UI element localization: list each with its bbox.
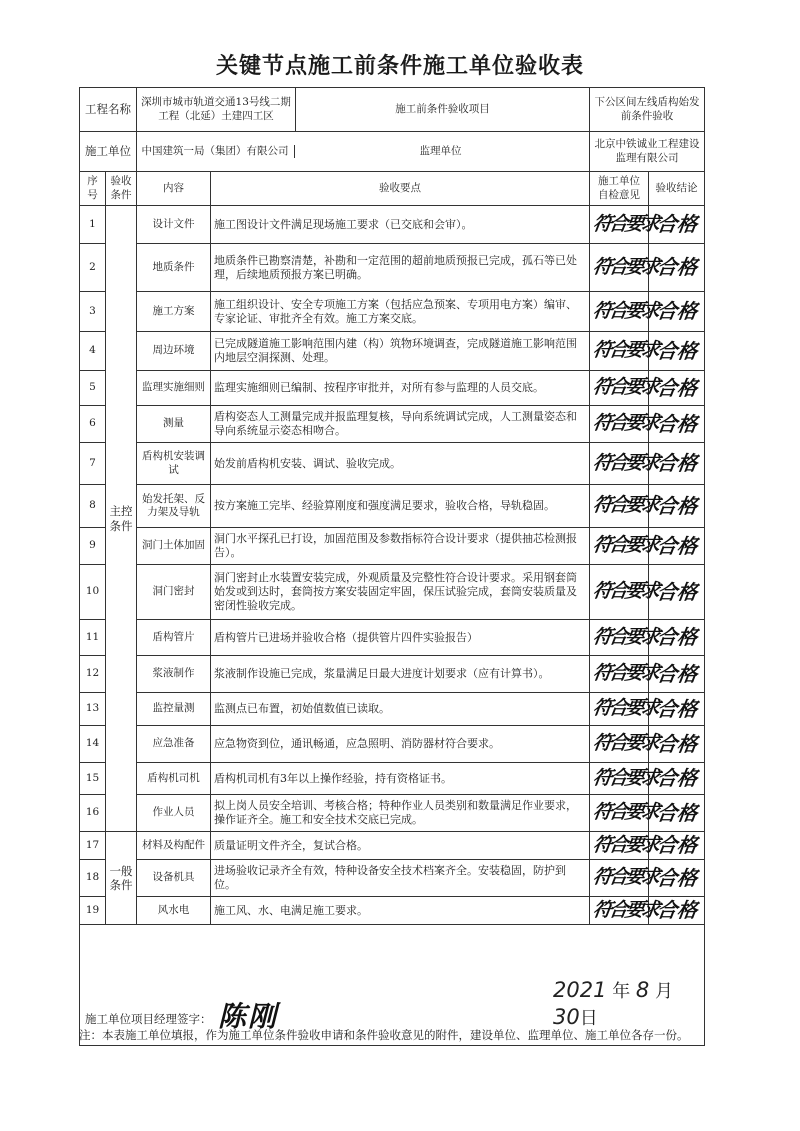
- manager-sign-label: 施工单位项目经理签字：: [85, 1011, 212, 1026]
- row-number: 8: [80, 485, 106, 528]
- row-number: 6: [80, 406, 106, 443]
- row-content: 地质条件: [137, 244, 211, 292]
- self-check-cell: [590, 371, 659, 406]
- conclusion-signature: 合格: [654, 731, 699, 756]
- self-check-cell: [590, 620, 659, 656]
- row-requirement: 按方案施工完毕、经验算刚度和强度满足要求，验收合格，导轨稳固。: [211, 485, 590, 528]
- row-number: 5: [80, 371, 106, 406]
- conclusion-cell: [649, 565, 705, 620]
- row-requirement: 地质条件已勘察清楚，补勘和一定范围的超前地质预报已完成，孤石等已处理，后续地质预报方案已明确。: [211, 244, 590, 292]
- row-requirement: 应急物资到位，通讯畅通，应急照明、消防器材符合要求。: [211, 726, 590, 763]
- table-row: [80, 332, 705, 371]
- document-title: 关键节点施工前条件施工单位验收表: [215, 54, 584, 79]
- row-number: 14: [80, 726, 106, 763]
- table-row: [80, 371, 705, 406]
- date-day: 30: [553, 1004, 580, 1029]
- conclusion-cell: [649, 292, 705, 332]
- row-number: 7: [80, 443, 106, 485]
- table-row: [80, 795, 705, 832]
- self-check-signature: 符合要求: [591, 494, 659, 517]
- self-check-signature: 符合要求: [591, 451, 659, 474]
- row-requirement: 进场验收记录齐全有效，特种设备安全技术档案齐全。安装稳固，防护到位。: [211, 860, 590, 897]
- row-number: 19: [80, 897, 106, 925]
- row-number: 12: [80, 656, 106, 693]
- row-requirement: 始发前盾构机安装、调试、验收完成。: [211, 443, 590, 485]
- table-row: [80, 528, 705, 565]
- date-month: 8: [635, 978, 650, 1002]
- project-name-text: 深圳市城市轨道交通13号线二期工程（北延）土建四工区: [137, 88, 296, 131]
- conclusion-cell: [649, 332, 705, 371]
- conclusion-signature: 合格: [654, 411, 699, 436]
- year-char: 年: [612, 981, 631, 1002]
- supervision-label: 监理单位: [419, 144, 462, 157]
- conclusion-signature: 合格: [654, 579, 699, 604]
- conclusion-signature: 合格: [654, 255, 699, 279]
- self-check-cell: [590, 795, 659, 832]
- conclusion-signature: 合格: [654, 451, 699, 475]
- self-check-cell: [590, 897, 659, 925]
- conclusion-cell: [649, 485, 705, 528]
- table-row: [80, 565, 705, 620]
- self-check-cell: [590, 693, 659, 726]
- col-self-check: 施工单位自检意见: [590, 172, 649, 206]
- row-content: 作业人员: [137, 795, 211, 832]
- self-check-signature: 符合要求: [591, 662, 659, 685]
- self-check-signature: 符合要求: [591, 534, 659, 557]
- self-check-signature: 符合要求: [591, 801, 659, 824]
- conclusion-signature: 合格: [654, 766, 699, 790]
- footnote: 注：本表施工单位填报，作为施工单位条件验收申请和条件验收意见的附件，建设单位、监理单位、施工单位各存一份。: [79, 1028, 689, 1042]
- self-check-signature: 符合要求: [591, 625, 659, 648]
- row-content: 监理实施细则: [137, 371, 211, 406]
- conclusion-cell: [649, 206, 705, 244]
- self-check-cell: [590, 443, 659, 485]
- table-row: [80, 726, 705, 763]
- self-check-cell: [590, 832, 659, 860]
- row-number: 3: [80, 292, 106, 332]
- conclusion-signature: 合格: [654, 493, 699, 518]
- self-check-signature: 符合要求: [591, 376, 659, 399]
- table-row: [80, 620, 705, 656]
- row-content: 洞门土体加固: [137, 528, 211, 565]
- item-value: 下公区间左线盾构始发前条件验收: [590, 88, 705, 132]
- month-char: 月: [655, 981, 674, 1002]
- row-content: 周边环境: [137, 332, 211, 371]
- self-check-signature: 符合要求: [591, 212, 659, 235]
- row-requirement: 洞门水平探孔已打设，加固范围及参数指标符合设计要求（提供抽芯检测报告）。: [211, 528, 590, 565]
- row-requirement: 施工组织设计、安全专项施工方案（包括应急预案、专项用电方案）编审、专家论证、审批齐全有效。施工方案交底。: [211, 292, 590, 332]
- row-number: 16: [80, 795, 106, 832]
- row-number: 4: [80, 332, 106, 371]
- self-check-signature: 符合要求: [591, 412, 659, 435]
- day-char: 日: [579, 1007, 598, 1029]
- conclusion-cell: [649, 620, 705, 656]
- column-header-row: [80, 172, 705, 206]
- conclusion-signature: 合格: [654, 865, 699, 890]
- manager-signature: 陈刚: [218, 1000, 279, 1033]
- project-label: 工程名称: [80, 88, 137, 132]
- unit-name: 中国建筑一局（集团）有限公司: [140, 145, 295, 158]
- category-main: 主控条件: [106, 206, 137, 832]
- date-year: 2021: [553, 978, 607, 1002]
- table-row: [80, 832, 705, 860]
- self-check-signature: 符合要求: [591, 866, 659, 889]
- table-row: [80, 485, 705, 528]
- row-number: 2: [80, 244, 106, 292]
- row-content: 材料及构配件: [137, 832, 211, 860]
- row-content: 监控量测: [137, 693, 211, 726]
- row-content: 应急准备: [137, 726, 211, 763]
- conclusion-cell: [649, 443, 705, 485]
- row-requirement: 施工图设计文件满足现场施工要求（已交底和会审）。: [211, 206, 590, 244]
- row-requirement: 施工风、水、电满足施工要求。: [211, 897, 590, 925]
- table-row: [80, 443, 705, 485]
- col-content: 内容: [137, 172, 211, 206]
- self-check-cell: [590, 244, 659, 292]
- row-number: 15: [80, 763, 106, 795]
- row-requirement: 质量证明文件齐全，复试合格。: [211, 832, 590, 860]
- table-row: [80, 656, 705, 693]
- supervision-name: 北京中铁诚业工程建设监理有限公司: [590, 132, 705, 172]
- row-requirement: 监理实施细则已编制、按程序审批并，对所有参与监理的人员交底。: [211, 371, 590, 406]
- row-content: 浆液制作: [137, 656, 211, 693]
- row-content: 盾构管片: [137, 620, 211, 656]
- row-content: 盾构机安装调试: [137, 443, 211, 485]
- self-check-cell: [590, 726, 659, 763]
- row-content: 测量: [137, 406, 211, 443]
- row-requirement: 盾构姿态人工测量完成并报监理复核，导向系统调试完成，人工测量姿态和导向系统显示姿态相吻合。: [211, 406, 590, 443]
- conclusion-signature: 合格: [654, 533, 699, 558]
- row-requirement: 监测点已布置，初始值数值已读取。: [211, 693, 590, 726]
- self-check-cell: [590, 763, 659, 795]
- self-check-cell: [590, 206, 659, 244]
- self-check-cell: [590, 528, 659, 565]
- conclusion-signature: 合格: [654, 212, 699, 236]
- table-row: [80, 244, 705, 292]
- row-requirement: 已完成隧道施工影响范围内建（构）筑物环境调查，完成隧道施工影响范围内地层空洞探测、处理。: [211, 332, 590, 371]
- conclusion-signature: 合格: [654, 625, 699, 649]
- self-check-cell: [590, 656, 659, 693]
- table-row: [80, 693, 705, 726]
- row-number: 9: [80, 528, 106, 565]
- col-category: 验收条件: [106, 172, 137, 206]
- category-general: 一般条件: [106, 832, 137, 925]
- self-check-signature: 符合要求: [591, 833, 659, 856]
- item-label: 施工前条件验收项目: [395, 102, 490, 115]
- row-content: 洞门密封: [137, 565, 211, 620]
- table-row: [80, 897, 705, 925]
- conclusion-signature: 合格: [654, 833, 699, 857]
- row-requirement: 拟上岗人员安全培训、考核合格；特种作业人员类别和数量满足作业要求，操作证齐全。施工和安全技术交底已完成。: [211, 795, 590, 832]
- table-row: [80, 206, 705, 244]
- self-check-signature: 符合要求: [591, 580, 659, 603]
- conclusion-signature: 合格: [654, 299, 699, 323]
- conclusion-signature: 合格: [654, 696, 699, 721]
- self-check-signature: 符合要求: [591, 697, 659, 720]
- project-name: [137, 88, 590, 132]
- conclusion-signature: 合格: [654, 898, 699, 922]
- self-check-signature: 符合要求: [591, 732, 659, 755]
- unit-name-cell: [137, 132, 590, 172]
- conclusion-cell: [649, 244, 705, 292]
- acceptance-table: [79, 87, 705, 1046]
- col-conclusion: 验收结论: [649, 172, 705, 206]
- self-check-cell: [590, 332, 659, 371]
- self-check-signature: 符合要求: [591, 766, 659, 789]
- conclusion-signature: 合格: [654, 338, 699, 363]
- col-requirement: 验收要点: [211, 172, 590, 206]
- self-check-cell: [590, 485, 659, 528]
- table-row: [80, 763, 705, 795]
- row-number: 11: [80, 620, 106, 656]
- conclusion-signature: 合格: [654, 800, 699, 825]
- row-content: 风水电: [137, 897, 211, 925]
- conclusion-signature: 合格: [654, 661, 699, 686]
- table-row: [80, 860, 705, 897]
- header-row-unit: [80, 132, 705, 172]
- row-number: 17: [80, 832, 106, 860]
- self-check-cell: [590, 565, 659, 620]
- row-requirement: 盾构管片已进场并验收合格（提供管片四件实验报告）: [211, 620, 590, 656]
- header-row-project: [80, 88, 705, 132]
- sign-date: [553, 977, 701, 1030]
- row-requirement: 盾构机司机有3年以上操作经验，持有资格证书。: [211, 763, 590, 795]
- self-check-signature: 符合要求: [591, 339, 659, 362]
- self-check-cell: [590, 292, 659, 332]
- row-content: 始发托架、反力架及导轨: [137, 485, 211, 528]
- self-check-signature: 符合要求: [591, 299, 659, 322]
- row-content: 设备机具: [137, 860, 211, 897]
- row-content: 施工方案: [137, 292, 211, 332]
- self-check-signature: 符合要求: [591, 255, 659, 278]
- row-requirement: 洞门密封止水装置安装完成，外观质量及完整性符合设计要求。采用钢套筒始发或到达时，套筒按方案安装固定牢固，保压试验完成，套筒安装质量及密闭性验收完成。: [211, 565, 590, 620]
- row-requirement: 浆液制作设施已完成，浆量满足日最大进度计划要求（应有计算书）。: [211, 656, 590, 693]
- self-check-signature: 符合要求: [591, 898, 659, 921]
- row-number: 10: [80, 565, 106, 620]
- self-check-cell: [590, 406, 659, 443]
- unit-label: 施工单位: [80, 132, 137, 172]
- row-content: 盾构机司机: [137, 763, 211, 795]
- row-number: 1: [80, 206, 106, 244]
- self-check-cell: [590, 860, 659, 897]
- row-number: 13: [80, 693, 106, 726]
- row-number: 18: [80, 860, 106, 897]
- row-content: 设计文件: [137, 206, 211, 244]
- conclusion-signature: 合格: [654, 375, 699, 400]
- table-row: [80, 406, 705, 443]
- table-row: [80, 292, 705, 332]
- col-no: 序号: [80, 172, 106, 206]
